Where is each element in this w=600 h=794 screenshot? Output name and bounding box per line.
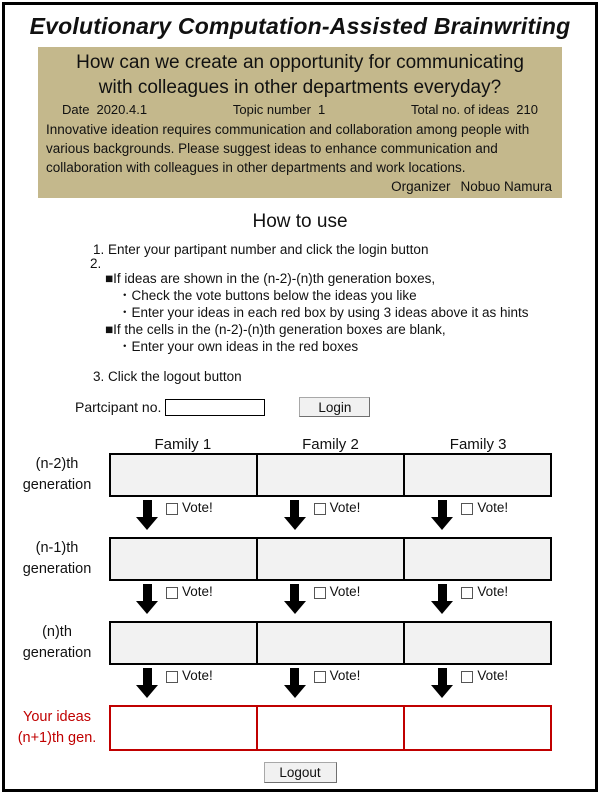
your-idea-input-cell[interactable] [403, 707, 550, 749]
topic-date [62, 102, 147, 117]
down-arrow-icon [284, 668, 306, 698]
logout-row [5, 762, 595, 783]
total-ideas-label: Total no. of ideas [410, 102, 510, 117]
idea-cell [256, 455, 403, 495]
total-ideas-value: 210 [516, 102, 538, 117]
vote-row-n-1 [5, 581, 595, 621]
topic-number-value: 1 [317, 102, 326, 117]
vote-label: Vote! [477, 668, 509, 683]
page-frame [2, 2, 598, 792]
vote-checkbox[interactable] [314, 671, 326, 683]
how-to-use-heading: How to use [252, 211, 348, 232]
vote-checkbox[interactable] [314, 587, 326, 599]
topic-question [38, 50, 562, 100]
date-value: 2020.4.1 [96, 102, 148, 117]
family-3-header: Family 3 [449, 436, 507, 453]
topic-description: Innovative ideation requires communication and collaboration among people with various backgrounds. Please suggest ideas to enhance communication and collaboration with colleagues in other departments and work locations. [46, 122, 530, 175]
instruction-sub3: ・Enter your own ideas in the red boxes [118, 339, 359, 354]
down-arrow-icon [136, 500, 158, 530]
generation-label-n-1: (n-1)th generation [22, 540, 92, 577]
instruction-step2-number: 2. [90, 256, 102, 271]
total-ideas [411, 102, 538, 117]
instruction-bullet1: ■If ideas are shown in the (n-2)-(n)th generation boxes, [105, 271, 436, 286]
down-arrow-icon [284, 500, 306, 530]
instruction-step1: 1. Enter your partipant number and click the login button [93, 242, 429, 257]
participant-input[interactable] [165, 399, 265, 416]
down-arrow-icon [431, 500, 453, 530]
vote-checkbox[interactable] [166, 587, 178, 599]
topic-number [233, 102, 325, 117]
idea-cell [403, 455, 550, 495]
idea-cells-n [109, 621, 552, 665]
vote-label: Vote! [182, 584, 213, 599]
topic-question-line2: with colleagues in other departments everyday? [98, 77, 502, 98]
login-button[interactable]: Login [299, 397, 370, 417]
family-header-row [5, 429, 595, 453]
idea-cell [111, 623, 256, 663]
idea-cell [403, 623, 550, 663]
vote-checkbox[interactable] [461, 671, 473, 683]
generation-grid [5, 429, 595, 751]
idea-cell [111, 455, 256, 495]
idea-cell [403, 539, 550, 579]
instruction-sub2: ・Enter your ideas in each red box by using 3 ideas above it as hints [118, 305, 529, 320]
vote-label: Vote! [329, 500, 361, 515]
instruction-bullet2: ■If the cells in the (n-2)-(n)th generation boxes are blank, [105, 322, 446, 337]
down-arrow-icon [136, 584, 158, 614]
generation-label-n: (n)th generation [22, 624, 92, 661]
vote-checkbox[interactable] [166, 671, 178, 683]
vote-checkbox[interactable] [461, 587, 473, 599]
vote-row-n [5, 665, 595, 705]
family-1-header: Family 1 [154, 436, 212, 453]
logout-button[interactable]: Logout [264, 762, 337, 783]
vote-checkbox[interactable] [166, 503, 178, 515]
topic-question-line1: How can we create an opportunity for communicating [76, 52, 524, 73]
your-ideas-row [5, 705, 595, 751]
vote-checkbox[interactable] [461, 503, 473, 515]
down-arrow-icon [284, 584, 306, 614]
instruction-step3: 3. Click the logout button [93, 369, 242, 384]
topic-box [38, 47, 562, 198]
down-arrow-icon [431, 584, 453, 614]
generation-row-n-1 [5, 537, 595, 581]
generation-label-n-2: (n-2)th generation [22, 456, 92, 493]
your-idea-input-cell[interactable] [256, 707, 403, 749]
organizer-line [38, 179, 562, 194]
your-idea-cells [109, 705, 552, 751]
organizer-name: Nobuo Namura [460, 179, 552, 194]
topic-number-label: Topic number [232, 102, 311, 117]
family-2-header: Family 2 [302, 436, 359, 453]
participant-label: Partcipant no. [75, 399, 162, 415]
vote-label: Vote! [329, 668, 361, 683]
generation-row-n-2 [5, 453, 595, 497]
date-label: Date [62, 102, 90, 117]
vote-label: Vote! [477, 584, 509, 599]
idea-cells-n-1 [109, 537, 552, 581]
generation-row-n [5, 621, 595, 665]
vote-label: Vote! [329, 584, 361, 599]
vote-row-n-2 [5, 497, 595, 537]
idea-cell [256, 539, 403, 579]
vote-checkbox[interactable] [314, 503, 326, 515]
vote-label: Vote! [477, 500, 509, 515]
idea-cell [256, 623, 403, 663]
vote-label: Vote! [182, 668, 213, 683]
organizer-label: Organizer [391, 179, 451, 194]
down-arrow-icon [431, 668, 453, 698]
your-ideas-label: Your ideas (n+1)th gen. [17, 709, 97, 746]
instruction-sub1: ・Check the vote buttons below the ideas you like [118, 288, 417, 303]
idea-cell [111, 539, 256, 579]
idea-cells-n-2 [109, 453, 552, 497]
login-row [75, 397, 595, 417]
instructions [90, 241, 595, 385]
topic-meta-row [38, 100, 562, 117]
down-arrow-icon [136, 668, 158, 698]
your-idea-input-cell[interactable] [111, 707, 256, 749]
vote-label: Vote! [182, 500, 213, 515]
page-title: Evolutionary Computation-Assisted Brainwriting [29, 13, 571, 39]
